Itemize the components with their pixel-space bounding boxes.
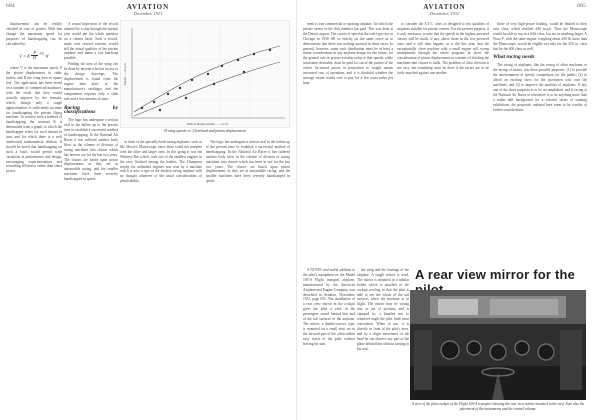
data-point xyxy=(191,79,193,81)
formula-coefficient: K xyxy=(27,52,31,58)
data-point xyxy=(221,65,223,67)
paragraph: A NOVEL and useful addition to the pilot's equipment on the Model 100-A Flight transport airplane, manufactured by the American Airplane and Engine Company, was described in Aviation, November, 1931, page 651. The installation of a rear view mirror in the cockpit gives the pilot a view of the passengers seated behind him and of the tail surfaces of the airplane. The mirror, a double-convex type, is mounted on a small strut set in the forward part of the cabin within easy reach of the pilot without leaving his seat. xyxy=(303,268,355,346)
left-column-2 xyxy=(64,22,118,414)
paragraph: or three of the specially-built racing airplanes, such as Mr. Moore's Monocoupe, since these could not compete with the other and larger ones. In this group it was the Whitney Bee which, with one of the smallest engines in the race, finished among the leaders. The Thompson trophy for unlimited engines was won by a machine which is now a type of the modern racing airplane with no thought whatever to the usual considerations of practicability. xyxy=(120,140,202,184)
formula-denominator: D xyxy=(33,55,37,61)
data-point xyxy=(141,107,143,109)
masthead xyxy=(6,3,290,16)
data-point xyxy=(253,53,255,55)
masthead xyxy=(303,3,586,16)
subheading-what-racing-needs: What racing needs xyxy=(493,54,535,61)
y-axis-label: Speed — m.p.h. xyxy=(123,62,127,86)
right-column-3 xyxy=(493,22,587,262)
paragraph: Finding the area of the wing can be done by anyone who has access to the design drawings. The displacement is found from the engine data plate or the manufacturer's catalogue, and the computation requires only a slide rule and a few minutes of time. xyxy=(64,62,118,101)
data-point xyxy=(185,97,187,99)
paragraph: where V is the maximum speed, P the piston displacement in cubic inches, and D the wing area in square feet. The application has been tested on a number of commercial machines, with the result that they would actually improve by the formula, which, though only a rough approximation, is sufficiently accurate for handicapping the private flying machine. To achieve such a method of handicapping, the constant K is determined from a graph, to which the handicapper refers for each entrant in turn, and for which there is a well understood mathematical relation. It should be noted that handicapping on such a basis would permit wide variations in performance and design, encouraging experimentation and rewarding efficiency rather than sheer power. xyxy=(6,66,62,174)
cockpit-photo xyxy=(410,290,586,400)
mirror-shape xyxy=(438,299,478,315)
data-point xyxy=(213,83,215,85)
formula-exponent: 1/3 xyxy=(39,51,44,56)
subheading-racing-classifications: Racing by classifications xyxy=(64,104,118,116)
paragraph: The racing of airplanes, like the racing of other machines or the racing of horses, has three possible purposes: (1) to provide the entertainment of speedy competition for the public; (2) to afford an exciting show for the sportsmen who own the machines; and (3) to improve the qualities of airplanes. If any one of the three purposes is to be accomplished, and if racing at the National Air Races or elsewhere is to be anything more than a rather dull background for a colorful series of stunting exhibitions, the proposals outlined here seem to be worthy of further consideration. xyxy=(493,63,587,112)
right-page-number: 685 xyxy=(577,3,586,9)
formula-lhs: V = xyxy=(19,52,27,58)
left-column-4 xyxy=(206,140,290,414)
x-axis-label: Piston displacement — cu. in. xyxy=(187,122,229,126)
formula xyxy=(6,51,62,62)
right-page-header xyxy=(303,3,586,17)
chart-caption: H wing speeds vs. Cleveland and piston displacement xyxy=(164,129,246,133)
issue-date: December, 1931 xyxy=(429,11,460,16)
right-column-1 xyxy=(303,22,393,262)
paragraph: The logic has undergone a serious trial in the failure up to the present time to establish a successful method of handicapping. In the National Air Races it has suffered another body blow in the scheme of division of racing machines into classes which has been in use for the last two years. The classes are based upon piston displacement, as they are in automobile racing, and the smaller machines have been severely handicapped in speed. xyxy=(64,118,118,182)
data-point xyxy=(153,101,155,103)
left-column-3 xyxy=(120,140,202,414)
formula-fraction xyxy=(31,51,38,62)
chart-frame xyxy=(120,20,290,128)
right-page xyxy=(296,0,592,420)
paragraph: those of very high-power loading, would be limited to their own class, which reached 440 m.p.h. Thus the Monocoupe would be able to run in a fifth class, but not in anything larger. A Waco F, with the same engine, weighing about 200 lb. more than the Monocoupe, would be eligible not only for the 450 cu. class but for the 600 class as well. xyxy=(493,22,587,51)
data-point xyxy=(269,49,271,51)
magazine-title: AVIATION xyxy=(126,3,170,11)
left-page-number: 684 xyxy=(6,3,15,9)
speed-chart xyxy=(120,20,290,136)
issue-date: December, 1931 xyxy=(133,11,163,16)
magazine-title: AVIATION xyxy=(423,3,466,11)
chart-svg xyxy=(120,20,290,128)
cockpit-photo-image xyxy=(410,290,586,400)
formula-numerator: P xyxy=(33,49,37,55)
paragraph: A sound inspection of the record attained by a ship through the normal year would put the whole question on a clearer basis. Such a record, made over several seasons, would tell the actual qualities of the private airplane and make a fair handicap possible. xyxy=(64,22,118,61)
paragraph: to consider the A.T.C. rates as designed to test qualities of airplanes suitable for private owners. For the present purpose, it is only necessary to note that the speeds in the highest powered classes will be much, if any, above those in the low-powered ones, and it will then happen, as it did this year, that the exceptionally clean machine with a small engine will sweep triumphantly through the whole program. In short, the consideration of piston displacement as a means of dividing the machines into classes is futile. The problem of class division is not easy, but something must be done if the racers are to be fairly matched against one another. xyxy=(397,22,489,76)
left-column-1 xyxy=(6,22,62,414)
photo-caption: A view of the pilot cockpit of the Flight 100-A transport showing the rear view mirror mounted in the roof. Note also the placement of the instruments and the control column. xyxy=(411,402,585,411)
mirror-article-column-2 xyxy=(357,268,409,414)
paragraph: the wing and the fuselage of the airplane. A single mirror is used. The mirror is mounted in a tubular holder which is attached to the cockpit cowling so that the pilot is able to see the whole of the tail surfaces when the machine is in flight. The mirror may be swung into or out of position, and is clamped by a knurled nut to whatever angle the pilot finds most convenient. When in use, it is directly in front of the pilot's eyes, and by a slight movement of the head he can observe any part of the plane behind him without turning in his seat. xyxy=(357,268,409,351)
data-point xyxy=(207,73,209,75)
article-headline: A rear view mirror for the xyxy=(415,267,576,282)
data-point xyxy=(159,109,161,111)
paragraph: The logic has undergone a serious trial in the failure up to the present time to establish a successful method of handicapping. In the National Air Races it has suffered another body blow in the scheme of division of racing machines into classes which has been in use for the last two years. The classes are based upon piston displacement, as they are in automobile racing, and the smaller machines have been severely handicapped in speed. xyxy=(206,140,290,184)
right-column-2 xyxy=(397,22,489,262)
paragraph: displacement can be readily checked in case of protest. With that change the maximum speed for purposes of handicapping can be calculated by: xyxy=(6,22,62,46)
mirror-article-column-1 xyxy=(303,268,355,414)
data-point xyxy=(243,71,245,73)
left-page-header xyxy=(6,3,290,17)
data-point xyxy=(179,87,181,89)
data-point xyxy=(167,93,169,95)
data-point xyxy=(237,59,239,61)
formula-tail: W xyxy=(45,52,49,58)
gauge-shape xyxy=(441,341,459,359)
paragraph: ment is true commercial or sporting airplane, for which the private owner or the club member has paid. This was done at the Detroit airport. The curves of speed in the sole-type race at Chicago in 1930 fell so exactly on the same curve as to demonstrate that there was nothing unusual in those races. In general, however, some such distribution must be at least a minor consideration in any airplane design for the future, for the general rule in private aviation today is that speeds, while sometimes desirable, must be paid for out of the pocket of the owner. Increased power in proportion to weight means increased cost of operation, and it is doubtful whether the average owner would care to pay for a few extra miles per hour. xyxy=(303,22,393,85)
